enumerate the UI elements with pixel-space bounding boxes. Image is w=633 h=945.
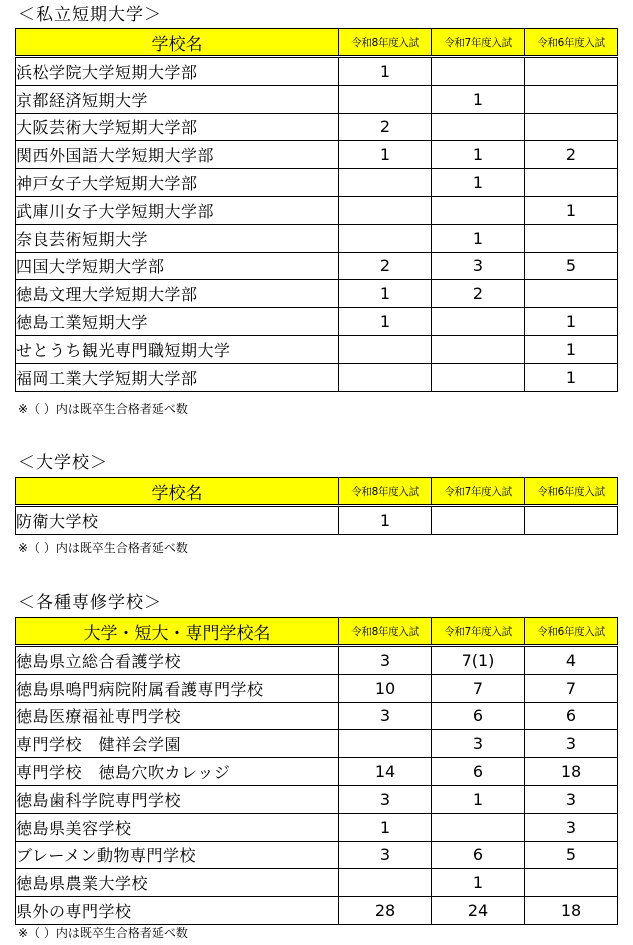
header-r8: 令和8年度入試 <box>339 478 432 506</box>
count-r7: 1 <box>432 869 525 897</box>
count-r8: 3 <box>339 646 432 675</box>
count-r7: 1 <box>432 785 525 813</box>
header-r6: 令和6年度入試 <box>525 29 618 57</box>
table-row <box>16 363 618 391</box>
count-r8: 3 <box>339 702 432 730</box>
count-r8: 3 <box>339 841 432 869</box>
count-r7: 1 <box>432 224 525 252</box>
school-name: 福岡工業大学短期大学部 <box>16 363 339 391</box>
count-r6: 4 <box>525 646 618 675</box>
school-name: 四国大学短期大学部 <box>16 252 339 280</box>
table-row <box>16 730 618 758</box>
count-r6: 3 <box>525 813 618 841</box>
count-r8 <box>339 169 432 197</box>
table-row <box>16 841 618 869</box>
table-row <box>16 224 618 252</box>
count-r6: 1 <box>525 335 618 363</box>
count-r7 <box>432 363 525 391</box>
count-r8: 1 <box>339 506 432 535</box>
table-row <box>16 141 618 169</box>
count-r8: 1 <box>339 308 432 336</box>
school-name: 奈良芸術短期大学 <box>16 224 339 252</box>
table-row <box>16 869 618 897</box>
count-r7 <box>432 113 525 141</box>
table-row <box>16 785 618 813</box>
school-name: ブレーメン動物専門学校 <box>16 841 339 869</box>
count-r8: 1 <box>339 280 432 308</box>
school-name: 徳島工業短期大学 <box>16 308 339 336</box>
results-table <box>15 28 618 392</box>
count-r7: 2 <box>432 280 525 308</box>
footnote: ※（ ）内は既卒生合格者延べ数 <box>18 541 188 555</box>
table-row <box>16 113 618 141</box>
school-name: 関西外国語大学短期大学部 <box>16 141 339 169</box>
school-name: 神戸女子大学短期大学部 <box>16 169 339 197</box>
results-table <box>15 477 618 535</box>
table-header-row <box>16 478 618 506</box>
table-row <box>16 813 618 841</box>
count-r6 <box>525 280 618 308</box>
table-row <box>16 702 618 730</box>
count-r6: 3 <box>525 730 618 758</box>
count-r7: 3 <box>432 730 525 758</box>
table-row <box>16 646 618 675</box>
table-row <box>16 85 618 113</box>
count-r8 <box>339 869 432 897</box>
header-r8: 令和8年度入試 <box>339 618 432 646</box>
count-r8 <box>339 730 432 758</box>
count-r6: 1 <box>525 363 618 391</box>
header-r7: 令和7年度入試 <box>432 478 525 506</box>
count-r8: 3 <box>339 785 432 813</box>
count-r7: 24 <box>432 897 525 925</box>
header-school-name: 大学・短大・専門学校名 <box>16 618 339 646</box>
table-row <box>16 335 618 363</box>
count-r7 <box>432 335 525 363</box>
count-r7: 6 <box>432 702 525 730</box>
count-r7: 6 <box>432 758 525 786</box>
school-name: 徳島県農業大学校 <box>16 869 339 897</box>
count-r7 <box>432 813 525 841</box>
count-r8: 10 <box>339 674 432 702</box>
count-r8: 1 <box>339 57 432 86</box>
count-r7 <box>432 57 525 86</box>
count-r8 <box>339 363 432 391</box>
table-row <box>16 280 618 308</box>
header-r6: 令和6年度入試 <box>525 618 618 646</box>
count-r6 <box>525 85 618 113</box>
count-r6 <box>525 57 618 86</box>
table-row <box>16 57 618 86</box>
school-name: 大阪芸術大学短期大学部 <box>16 113 339 141</box>
section-title: ＜大学校＞ <box>18 453 108 473</box>
count-r7: 3 <box>432 252 525 280</box>
footnote: ※（ ）内は既卒生合格者延べ数 <box>18 926 188 940</box>
count-r6: 18 <box>525 897 618 925</box>
section-title: ＜私立短期大学＞ <box>18 5 162 25</box>
table-row <box>16 506 618 535</box>
count-r8 <box>339 224 432 252</box>
count-r6 <box>525 224 618 252</box>
count-r8: 1 <box>339 813 432 841</box>
count-r8: 2 <box>339 113 432 141</box>
count-r6: 1 <box>525 308 618 336</box>
school-name: 武庫川女子大学短期大学部 <box>16 196 339 224</box>
school-name: 徳島歯科学院専門学校 <box>16 785 339 813</box>
count-r8: 14 <box>339 758 432 786</box>
count-r7 <box>432 196 525 224</box>
table-row <box>16 252 618 280</box>
count-r8: 28 <box>339 897 432 925</box>
count-r7: 1 <box>432 85 525 113</box>
count-r6: 3 <box>525 785 618 813</box>
table-header-row <box>16 618 618 646</box>
header-r8: 令和8年度入試 <box>339 29 432 57</box>
header-r6: 令和6年度入試 <box>525 478 618 506</box>
count-r6: 1 <box>525 196 618 224</box>
header-r7: 令和7年度入試 <box>432 618 525 646</box>
count-r6 <box>525 169 618 197</box>
table-row <box>16 758 618 786</box>
count-r6: 18 <box>525 758 618 786</box>
school-name: 徳島医療福祉専門学校 <box>16 702 339 730</box>
count-r7: 1 <box>432 169 525 197</box>
count-r7: 1 <box>432 141 525 169</box>
count-r8 <box>339 335 432 363</box>
count-r6: 7 <box>525 674 618 702</box>
table-row <box>16 897 618 925</box>
school-name: 徳島県鳴門病院附属看護専門学校 <box>16 674 339 702</box>
count-r6: 5 <box>525 841 618 869</box>
school-name: 浜松学院大学短期大学部 <box>16 57 339 86</box>
count-r8 <box>339 85 432 113</box>
count-r6 <box>525 113 618 141</box>
count-r7 <box>432 506 525 535</box>
count-r8 <box>339 196 432 224</box>
school-name: 防衛大学校 <box>16 506 339 535</box>
school-name: 徳島文理大学短期大学部 <box>16 280 339 308</box>
count-r7: 6 <box>432 841 525 869</box>
header-r7: 令和7年度入試 <box>432 29 525 57</box>
school-name: 京都経済短期大学 <box>16 85 339 113</box>
table-row <box>16 169 618 197</box>
count-r7 <box>432 308 525 336</box>
school-name: せとうち観光専門職短期大学 <box>16 335 339 363</box>
count-r6 <box>525 869 618 897</box>
footnote: ※（ ）内は既卒生合格者延べ数 <box>18 402 188 416</box>
header-school-name: 学校名 <box>16 29 339 57</box>
section-title: ＜各種専修学校＞ <box>18 593 162 613</box>
count-r6: 6 <box>525 702 618 730</box>
header-school-name: 学校名 <box>16 478 339 506</box>
table-row <box>16 308 618 336</box>
school-name: 徳島県美容学校 <box>16 813 339 841</box>
school-name: 徳島県立総合看護学校 <box>16 646 339 675</box>
school-name: 専門学校 健祥会学園 <box>16 730 339 758</box>
results-table <box>15 617 618 925</box>
table-header-row <box>16 29 618 57</box>
count-r6 <box>525 506 618 535</box>
table-row <box>16 674 618 702</box>
count-r7: 7(1) <box>432 646 525 675</box>
school-name: 県外の専門学校 <box>16 897 339 925</box>
count-r8: 1 <box>339 141 432 169</box>
count-r8: 2 <box>339 252 432 280</box>
school-name: 専門学校 徳島穴吹カレッジ <box>16 758 339 786</box>
table-row <box>16 196 618 224</box>
count-r7: 7 <box>432 674 525 702</box>
count-r6: 5 <box>525 252 618 280</box>
count-r6: 2 <box>525 141 618 169</box>
